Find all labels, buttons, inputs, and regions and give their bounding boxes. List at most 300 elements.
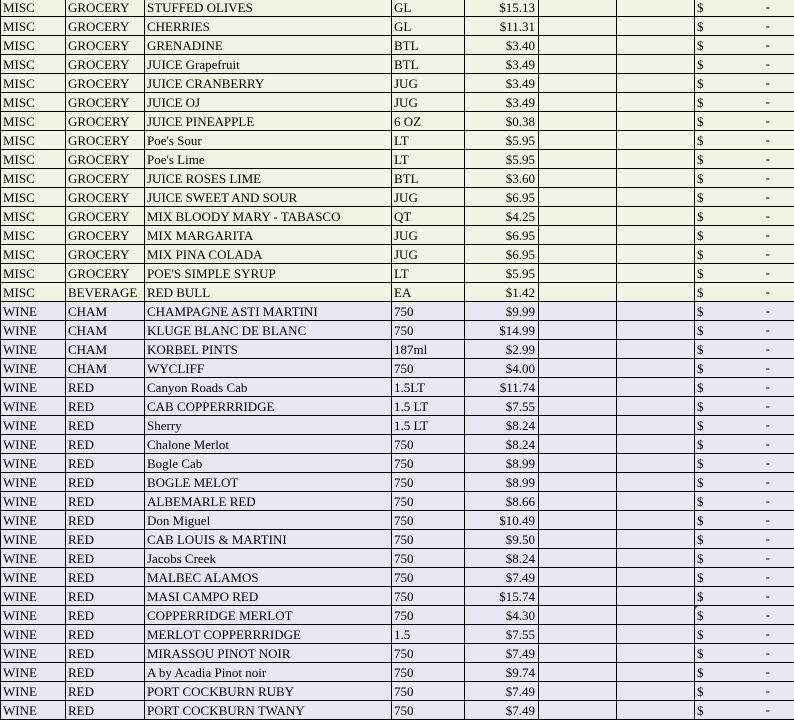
cell-price[interactable]: $11.74 xyxy=(465,378,539,397)
cell-subcategory[interactable]: RED xyxy=(66,435,145,454)
cell-category[interactable]: WINE xyxy=(1,435,66,454)
cell-empty[interactable] xyxy=(539,511,617,530)
cell-price[interactable]: $14.99 xyxy=(465,321,539,340)
cell-empty[interactable] xyxy=(539,17,617,36)
cell-total[interactable] xyxy=(695,359,794,378)
cell-unit[interactable]: 1.5 LT xyxy=(392,416,465,435)
cell-empty[interactable] xyxy=(539,188,617,207)
cell-subcategory[interactable]: GROCERY xyxy=(66,36,145,55)
cell-empty[interactable] xyxy=(617,321,695,340)
cell-subcategory[interactable]: RED xyxy=(66,454,145,473)
cell-empty[interactable] xyxy=(539,245,617,264)
cell-category[interactable]: MISC xyxy=(1,245,66,264)
cell-price[interactable]: $8.24 xyxy=(465,549,539,568)
cell-empty[interactable] xyxy=(617,454,695,473)
cell-total[interactable] xyxy=(695,473,794,492)
cell-price[interactable]: $10.49 xyxy=(465,511,539,530)
cell-empty[interactable] xyxy=(539,283,617,302)
cell-unit[interactable]: EA xyxy=(392,283,465,302)
cell-item-name[interactable]: MASI CAMPO RED xyxy=(145,587,392,606)
cell-item-name[interactable]: ALBEMARLE RED xyxy=(145,492,392,511)
cell-subcategory[interactable]: RED xyxy=(66,416,145,435)
cell-total[interactable] xyxy=(695,435,794,454)
cell-empty[interactable] xyxy=(617,302,695,321)
cell-item-name[interactable]: KORBEL PINTS xyxy=(145,340,392,359)
cell-subcategory[interactable]: GROCERY xyxy=(66,93,145,112)
cell-total[interactable] xyxy=(695,207,794,226)
cell-empty[interactable] xyxy=(617,36,695,55)
cell-category[interactable]: WINE xyxy=(1,701,66,720)
cell-price[interactable]: $7.55 xyxy=(465,397,539,416)
cell-item-name[interactable]: Poe's Sour xyxy=(145,131,392,150)
cell-item-name[interactable]: Jacobs Creek xyxy=(145,549,392,568)
cell-subcategory[interactable]: RED xyxy=(66,378,145,397)
cell-empty[interactable] xyxy=(539,93,617,112)
cell-unit[interactable]: 750 xyxy=(392,435,465,454)
cell-item-name[interactable]: Poe's Lime xyxy=(145,150,392,169)
cell-price[interactable]: $8.24 xyxy=(465,435,539,454)
cell-category[interactable]: WINE xyxy=(1,606,66,625)
cell-subcategory[interactable]: RED xyxy=(66,606,145,625)
cell-total[interactable] xyxy=(695,169,794,188)
cell-empty[interactable] xyxy=(617,416,695,435)
cell-empty[interactable] xyxy=(617,245,695,264)
cell-item-name[interactable]: CAB LOUIS & MARTINI xyxy=(145,530,392,549)
cell-unit[interactable]: 750 xyxy=(392,606,465,625)
cell-item-name[interactable]: MIRASSOU PINOT NOIR xyxy=(145,644,392,663)
cell-empty[interactable] xyxy=(617,93,695,112)
cell-unit[interactable]: JUG xyxy=(392,188,465,207)
cell-item-name[interactable]: CAB COPPERRRIDGE xyxy=(145,397,392,416)
cell-total[interactable] xyxy=(695,340,794,359)
cell-item-name[interactable]: Bogle Cab xyxy=(145,454,392,473)
cell-empty[interactable] xyxy=(539,397,617,416)
cell-total[interactable] xyxy=(695,644,794,663)
cell-empty[interactable] xyxy=(617,568,695,587)
cell-empty[interactable] xyxy=(539,55,617,74)
cell-subcategory[interactable]: RED xyxy=(66,663,145,682)
cell-empty[interactable] xyxy=(617,511,695,530)
cell-item-name[interactable]: JUICE Grapefruit xyxy=(145,55,392,74)
cell-total[interactable] xyxy=(695,36,794,55)
cell-category[interactable]: WINE xyxy=(1,473,66,492)
cell-category[interactable]: WINE xyxy=(1,397,66,416)
cell-category[interactable]: MISC xyxy=(1,36,66,55)
cell-total[interactable] xyxy=(695,93,794,112)
cell-empty[interactable] xyxy=(539,169,617,188)
cell-total[interactable] xyxy=(695,625,794,644)
cell-total[interactable] xyxy=(695,188,794,207)
cell-empty[interactable] xyxy=(539,264,617,283)
cell-price[interactable]: $3.49 xyxy=(465,74,539,93)
cell-total[interactable] xyxy=(695,226,794,245)
cell-total[interactable] xyxy=(695,302,794,321)
cell-empty[interactable] xyxy=(539,359,617,378)
cell-total[interactable] xyxy=(695,492,794,511)
cell-empty[interactable] xyxy=(539,606,617,625)
cell-empty[interactable] xyxy=(539,473,617,492)
cell-empty[interactable] xyxy=(617,17,695,36)
cell-total[interactable] xyxy=(695,0,794,17)
cell-total[interactable] xyxy=(695,397,794,416)
cell-unit[interactable]: BTL xyxy=(392,55,465,74)
cell-item-name[interactable]: Chalone Merlot xyxy=(145,435,392,454)
cell-category[interactable]: WINE xyxy=(1,644,66,663)
cell-subcategory[interactable]: GROCERY xyxy=(66,264,145,283)
cell-empty[interactable] xyxy=(539,701,617,720)
cell-price[interactable]: $3.60 xyxy=(465,169,539,188)
cell-empty[interactable] xyxy=(539,340,617,359)
cell-subcategory[interactable]: CHAM xyxy=(66,302,145,321)
cell-unit[interactable]: 750 xyxy=(392,644,465,663)
cell-category[interactable]: WINE xyxy=(1,511,66,530)
cell-total[interactable] xyxy=(695,701,794,720)
cell-total[interactable] xyxy=(695,682,794,701)
cell-item-name[interactable]: COPPERRIDGE MERLOT xyxy=(145,606,392,625)
cell-empty[interactable] xyxy=(617,473,695,492)
cell-empty[interactable] xyxy=(539,416,617,435)
cell-empty[interactable] xyxy=(539,131,617,150)
cell-unit[interactable]: 187ml xyxy=(392,340,465,359)
cell-empty[interactable] xyxy=(539,644,617,663)
cell-category[interactable]: WINE xyxy=(1,340,66,359)
cell-unit[interactable]: 6 OZ xyxy=(392,112,465,131)
cell-total[interactable] xyxy=(695,606,794,625)
cell-unit[interactable]: 750 xyxy=(392,359,465,378)
cell-item-name[interactable]: A by Acadia Pinot noir xyxy=(145,663,392,682)
cell-empty[interactable] xyxy=(539,587,617,606)
cell-unit[interactable]: 750 xyxy=(392,492,465,511)
cell-empty[interactable] xyxy=(617,549,695,568)
cell-category[interactable]: WINE xyxy=(1,568,66,587)
cell-empty[interactable] xyxy=(539,663,617,682)
cell-empty[interactable] xyxy=(539,150,617,169)
cell-price[interactable]: $7.55 xyxy=(465,625,539,644)
cell-total[interactable] xyxy=(695,112,794,131)
cell-empty[interactable] xyxy=(539,207,617,226)
cell-subcategory[interactable]: GROCERY xyxy=(66,131,145,150)
cell-price[interactable]: $3.49 xyxy=(465,93,539,112)
cell-unit[interactable]: 750 xyxy=(392,682,465,701)
cell-empty[interactable] xyxy=(539,682,617,701)
cell-unit[interactable]: 750 xyxy=(392,511,465,530)
cell-unit[interactable]: LT xyxy=(392,150,465,169)
cell-category[interactable]: WINE xyxy=(1,587,66,606)
cell-price[interactable]: $4.00 xyxy=(465,359,539,378)
cell-price[interactable]: $8.66 xyxy=(465,492,539,511)
cell-subcategory[interactable]: GROCERY xyxy=(66,245,145,264)
cell-item-name[interactable]: BOGLE MELOT xyxy=(145,473,392,492)
cell-empty[interactable] xyxy=(617,359,695,378)
cell-unit[interactable]: QT xyxy=(392,207,465,226)
cell-category[interactable]: MISC xyxy=(1,264,66,283)
cell-unit[interactable]: JUG xyxy=(392,226,465,245)
cell-unit[interactable]: 750 xyxy=(392,321,465,340)
cell-category[interactable]: MISC xyxy=(1,169,66,188)
cell-item-name[interactable]: JUICE CRANBERRY xyxy=(145,74,392,93)
cell-total[interactable] xyxy=(695,150,794,169)
cell-empty[interactable] xyxy=(539,302,617,321)
cell-subcategory[interactable]: RED xyxy=(66,644,145,663)
cell-subcategory[interactable]: RED xyxy=(66,530,145,549)
cell-empty[interactable] xyxy=(617,587,695,606)
cell-item-name[interactable]: JUICE ROSES LIME xyxy=(145,169,392,188)
cell-price[interactable]: $1.42 xyxy=(465,283,539,302)
cell-empty[interactable] xyxy=(539,226,617,245)
cell-item-name[interactable]: RED BULL xyxy=(145,283,392,302)
cell-category[interactable]: WINE xyxy=(1,530,66,549)
cell-unit[interactable]: JUG xyxy=(392,74,465,93)
cell-unit[interactable]: 1.5 xyxy=(392,625,465,644)
cell-unit[interactable]: 750 xyxy=(392,587,465,606)
cell-subcategory[interactable]: GROCERY xyxy=(66,188,145,207)
cell-item-name[interactable]: POE'S SIMPLE SYRUP xyxy=(145,264,392,283)
cell-unit[interactable]: LT xyxy=(392,131,465,150)
cell-empty[interactable] xyxy=(617,644,695,663)
cell-category[interactable]: MISC xyxy=(1,74,66,93)
cell-subcategory[interactable]: GROCERY xyxy=(66,226,145,245)
cell-empty[interactable] xyxy=(617,169,695,188)
cell-empty[interactable] xyxy=(539,112,617,131)
cell-empty[interactable] xyxy=(617,283,695,302)
cell-empty[interactable] xyxy=(617,150,695,169)
cell-empty[interactable] xyxy=(617,397,695,416)
cell-price[interactable]: $7.49 xyxy=(465,682,539,701)
cell-total[interactable] xyxy=(695,321,794,340)
cell-unit[interactable]: 750 xyxy=(392,302,465,321)
cell-empty[interactable] xyxy=(539,378,617,397)
cell-unit[interactable]: LT xyxy=(392,264,465,283)
cell-empty[interactable] xyxy=(617,530,695,549)
cell-subcategory[interactable]: RED xyxy=(66,549,145,568)
cell-price[interactable]: $9.50 xyxy=(465,530,539,549)
cell-empty[interactable] xyxy=(617,207,695,226)
cell-item-name[interactable]: Sherry xyxy=(145,416,392,435)
cell-empty[interactable] xyxy=(539,0,617,17)
cell-price[interactable]: $5.95 xyxy=(465,131,539,150)
cell-subcategory[interactable]: RED xyxy=(66,568,145,587)
cell-category[interactable]: WINE xyxy=(1,359,66,378)
cell-total[interactable] xyxy=(695,74,794,93)
cell-category[interactable]: WINE xyxy=(1,454,66,473)
cell-subcategory[interactable]: GROCERY xyxy=(66,112,145,131)
cell-empty[interactable] xyxy=(539,435,617,454)
cell-price[interactable]: $8.99 xyxy=(465,454,539,473)
cell-subcategory[interactable]: CHAM xyxy=(66,340,145,359)
cell-item-name[interactable]: Canyon Roads Cab xyxy=(145,378,392,397)
cell-empty[interactable] xyxy=(539,625,617,644)
cell-category[interactable]: WINE xyxy=(1,549,66,568)
cell-price[interactable]: $5.95 xyxy=(465,264,539,283)
cell-category[interactable]: WINE xyxy=(1,321,66,340)
cell-category[interactable]: WINE xyxy=(1,492,66,511)
cell-subcategory[interactable]: RED xyxy=(66,625,145,644)
cell-price[interactable]: $8.99 xyxy=(465,473,539,492)
cell-item-name[interactable]: KLUGE BLANC DE BLANC xyxy=(145,321,392,340)
cell-empty[interactable] xyxy=(617,74,695,93)
cell-empty[interactable] xyxy=(617,625,695,644)
cell-category[interactable]: MISC xyxy=(1,131,66,150)
cell-subcategory[interactable]: GROCERY xyxy=(66,17,145,36)
cell-price[interactable]: $9.74 xyxy=(465,663,539,682)
cell-price[interactable]: $0.38 xyxy=(465,112,539,131)
cell-total[interactable] xyxy=(695,663,794,682)
cell-category[interactable]: WINE xyxy=(1,663,66,682)
cell-unit[interactable]: GL xyxy=(392,17,465,36)
cell-unit[interactable]: JUG xyxy=(392,245,465,264)
cell-unit[interactable]: BTL xyxy=(392,169,465,188)
cell-subcategory[interactable]: GROCERY xyxy=(66,74,145,93)
cell-total[interactable] xyxy=(695,55,794,74)
cell-price[interactable]: $8.24 xyxy=(465,416,539,435)
cell-item-name[interactable]: JUICE SWEET AND SOUR xyxy=(145,188,392,207)
cell-unit[interactable]: 750 xyxy=(392,530,465,549)
cell-subcategory[interactable]: GROCERY xyxy=(66,55,145,74)
cell-subcategory[interactable]: RED xyxy=(66,492,145,511)
cell-empty[interactable] xyxy=(539,74,617,93)
cell-empty[interactable] xyxy=(539,530,617,549)
cell-price[interactable]: $7.49 xyxy=(465,644,539,663)
cell-total[interactable] xyxy=(695,568,794,587)
cell-empty[interactable] xyxy=(617,0,695,17)
cell-empty[interactable] xyxy=(539,549,617,568)
cell-empty[interactable] xyxy=(617,264,695,283)
cell-price[interactable]: $4.30 xyxy=(465,606,539,625)
cell-empty[interactable] xyxy=(539,492,617,511)
cell-total[interactable] xyxy=(695,530,794,549)
cell-item-name[interactable]: MALBEC ALAMOS xyxy=(145,568,392,587)
cell-category[interactable]: MISC xyxy=(1,55,66,74)
cell-price[interactable]: $6.95 xyxy=(465,188,539,207)
cell-item-name[interactable]: PORT COCKBURN TWANY xyxy=(145,701,392,720)
cell-unit[interactable]: JUG xyxy=(392,93,465,112)
cell-unit[interactable]: 1.5 LT xyxy=(392,397,465,416)
cell-subcategory[interactable]: CHAM xyxy=(66,321,145,340)
cell-empty[interactable] xyxy=(617,701,695,720)
cell-total[interactable] xyxy=(695,283,794,302)
cell-price[interactable]: $3.49 xyxy=(465,55,539,74)
cell-item-name[interactable]: GRENADINE xyxy=(145,36,392,55)
cell-category[interactable]: MISC xyxy=(1,112,66,131)
cell-subcategory[interactable]: CHAM xyxy=(66,359,145,378)
cell-total[interactable] xyxy=(695,511,794,530)
cell-unit[interactable]: 750 xyxy=(392,701,465,720)
cell-category[interactable]: MISC xyxy=(1,226,66,245)
cell-subcategory[interactable]: BEVERAGE xyxy=(66,283,145,302)
cell-category[interactable]: WINE xyxy=(1,378,66,397)
cell-category[interactable]: MISC xyxy=(1,17,66,36)
cell-item-name[interactable]: CHAMPAGNE ASTI MARTINI xyxy=(145,302,392,321)
cell-price[interactable]: $9.99 xyxy=(465,302,539,321)
cell-unit[interactable]: 750 xyxy=(392,663,465,682)
cell-item-name[interactable]: WYCLIFF xyxy=(145,359,392,378)
cell-subcategory[interactable]: RED xyxy=(66,701,145,720)
cell-unit[interactable]: 750 xyxy=(392,454,465,473)
cell-empty[interactable] xyxy=(617,55,695,74)
cell-category[interactable]: MISC xyxy=(1,283,66,302)
cell-empty[interactable] xyxy=(617,340,695,359)
cell-price[interactable]: $11.31 xyxy=(465,17,539,36)
cell-item-name[interactable]: MIX BLOODY MARY - TABASCO xyxy=(145,207,392,226)
cell-unit[interactable]: BTL xyxy=(392,36,465,55)
cell-unit[interactable]: GL xyxy=(392,0,465,17)
cell-empty[interactable] xyxy=(617,112,695,131)
cell-item-name[interactable]: PORT COCKBURN RUBY xyxy=(145,682,392,701)
cell-empty[interactable] xyxy=(539,321,617,340)
cell-unit[interactable]: 750 xyxy=(392,549,465,568)
cell-subcategory[interactable]: RED xyxy=(66,682,145,701)
cell-empty[interactable] xyxy=(539,454,617,473)
cell-subcategory[interactable]: RED xyxy=(66,511,145,530)
cell-category[interactable]: WINE xyxy=(1,302,66,321)
cell-item-name[interactable]: JUICE PINEAPPLE xyxy=(145,112,392,131)
cell-price[interactable]: $6.95 xyxy=(465,245,539,264)
cell-category[interactable]: WINE xyxy=(1,416,66,435)
cell-subcategory[interactable]: RED xyxy=(66,473,145,492)
cell-price[interactable]: $6.95 xyxy=(465,226,539,245)
cell-category[interactable]: MISC xyxy=(1,0,66,17)
cell-empty[interactable] xyxy=(617,378,695,397)
cell-total[interactable] xyxy=(695,245,794,264)
cell-category[interactable]: MISC xyxy=(1,150,66,169)
cell-category[interactable]: MISC xyxy=(1,207,66,226)
cell-subcategory[interactable]: GROCERY xyxy=(66,0,145,17)
cell-category[interactable]: WINE xyxy=(1,682,66,701)
cell-subcategory[interactable]: GROCERY xyxy=(66,207,145,226)
cell-total[interactable] xyxy=(695,454,794,473)
cell-total[interactable] xyxy=(695,378,794,397)
cell-subcategory[interactable]: GROCERY xyxy=(66,150,145,169)
cell-item-name[interactable]: MERLOT COPPERRRIDGE xyxy=(145,625,392,644)
cell-item-name[interactable]: JUICE OJ xyxy=(145,93,392,112)
cell-price[interactable]: $2.99 xyxy=(465,340,539,359)
cell-total[interactable] xyxy=(695,587,794,606)
cell-category[interactable]: WINE xyxy=(1,625,66,644)
cell-empty[interactable] xyxy=(617,131,695,150)
cell-unit[interactable]: 1.5LT xyxy=(392,378,465,397)
cell-subcategory[interactable]: GROCERY xyxy=(66,169,145,188)
cell-total[interactable] xyxy=(695,264,794,283)
cell-total[interactable] xyxy=(695,416,794,435)
cell-price[interactable]: $4.25 xyxy=(465,207,539,226)
cell-empty[interactable] xyxy=(617,606,695,625)
cell-empty[interactable] xyxy=(539,36,617,55)
cell-empty[interactable] xyxy=(617,226,695,245)
cell-price[interactable]: $7.49 xyxy=(465,701,539,720)
cell-item-name[interactable]: CHERRIES xyxy=(145,17,392,36)
cell-unit[interactable]: 750 xyxy=(392,473,465,492)
cell-price[interactable]: $5.95 xyxy=(465,150,539,169)
cell-price[interactable]: $15.74 xyxy=(465,587,539,606)
cell-price[interactable]: $15.13 xyxy=(465,0,539,17)
cell-item-name[interactable]: MIX PINA COLADA xyxy=(145,245,392,264)
cell-subcategory[interactable]: RED xyxy=(66,587,145,606)
cell-empty[interactable] xyxy=(617,682,695,701)
cell-total[interactable] xyxy=(695,549,794,568)
cell-empty[interactable] xyxy=(617,663,695,682)
cell-unit[interactable]: 750 xyxy=(392,568,465,587)
cell-category[interactable]: MISC xyxy=(1,93,66,112)
cell-total[interactable] xyxy=(695,131,794,150)
cell-item-name[interactable]: MIX MARGARITA xyxy=(145,226,392,245)
cell-category[interactable]: MISC xyxy=(1,188,66,207)
cell-price[interactable]: $7.49 xyxy=(465,568,539,587)
cell-subcategory[interactable]: RED xyxy=(66,397,145,416)
cell-empty[interactable] xyxy=(617,435,695,454)
cell-empty[interactable] xyxy=(617,188,695,207)
cell-total[interactable] xyxy=(695,17,794,36)
cell-empty[interactable] xyxy=(617,492,695,511)
